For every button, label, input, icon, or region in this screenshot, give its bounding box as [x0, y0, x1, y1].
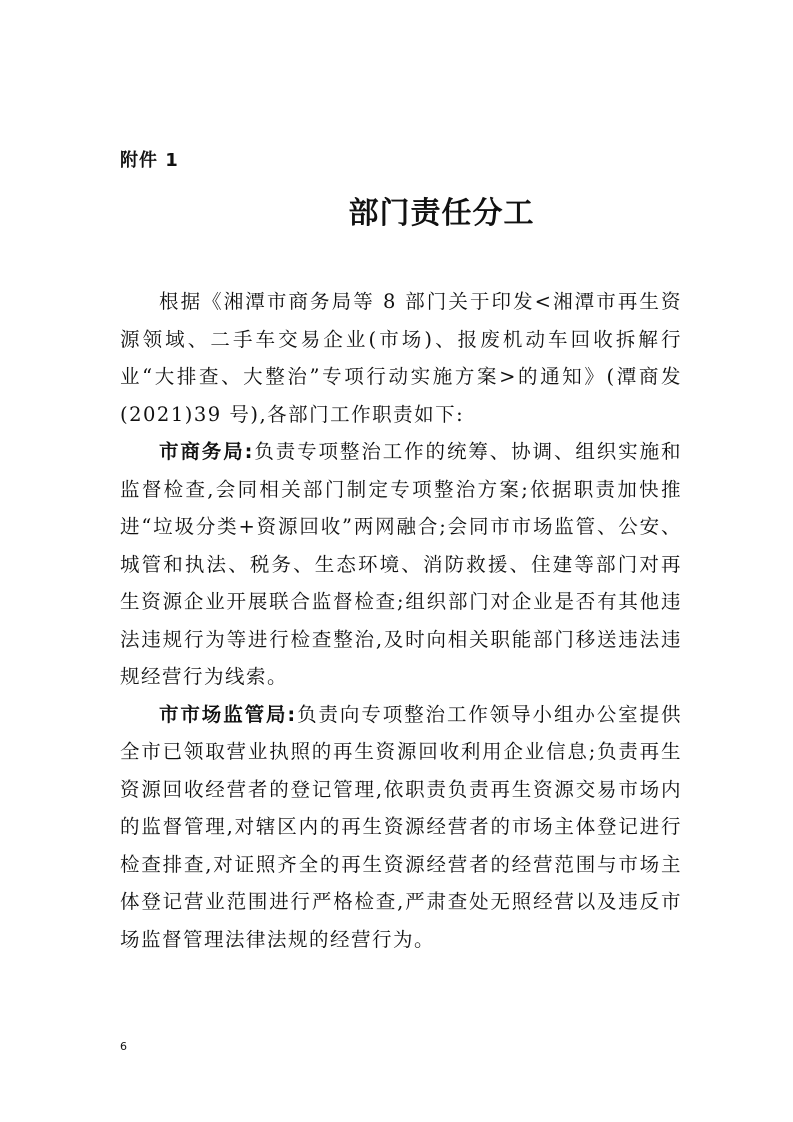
- document-title: 部门责任分工: [348, 196, 535, 231]
- paragraph-commerce-bureau-text: 负责专项整治工作的统筹、协调、组织实施和监督检查,会同相关部门制定专项整治方案;依据职责加快推进“垃圾分类+资源回收”两网融合;会同市市场监管、公安、城管和执法、税务、生态环境、消防救援、住建等部门对再生资源企业开展联合监督检查;组织部门对企业是否有其他违法违规行为等进行检查整治,及时向相关职能部门移送违法违规经营行为线索。: [120, 440, 682, 688]
- attachment-label: 附件 1: [120, 150, 179, 171]
- document-body: [120, 283, 682, 958]
- paragraph-market-supervision: [120, 696, 682, 959]
- paragraph-intro: [120, 283, 682, 433]
- page-number: 6: [120, 1040, 127, 1053]
- paragraph-intro-text: 根据《湘潭市商务局等 8 部门关于印发<湘潭市再生资源领域、二手车交易企业(市场)、报废机动车回收拆解行业“大排查、大整治”专项行动实施方案>的通知》(潭商发(2021)39 号),各部门工作职责如下:: [120, 290, 682, 426]
- paragraph-market-supervision-text: 负责向专项整治工作领导小组办公室提供全市已领取营业执照的再生资源回收利用企业信息;负责再生资源回收经营者的登记管理,依职责负责再生资源交易市场内的监督管理,对辖区内的再生资源经营者的市场主体登记进行检查排查,对证照齐全的再生资源经营者的经营范围与市场主体登记营业范围进行严格检查,严肃查处无照经营以及违反市场监督管理法律法规的经营行为。: [120, 702, 682, 951]
- paragraph-commerce-bureau-lead: 市商务局:: [159, 440, 254, 463]
- paragraph-market-supervision-lead: 市市场监管局:: [159, 702, 297, 726]
- paragraph-commerce-bureau: [120, 433, 682, 696]
